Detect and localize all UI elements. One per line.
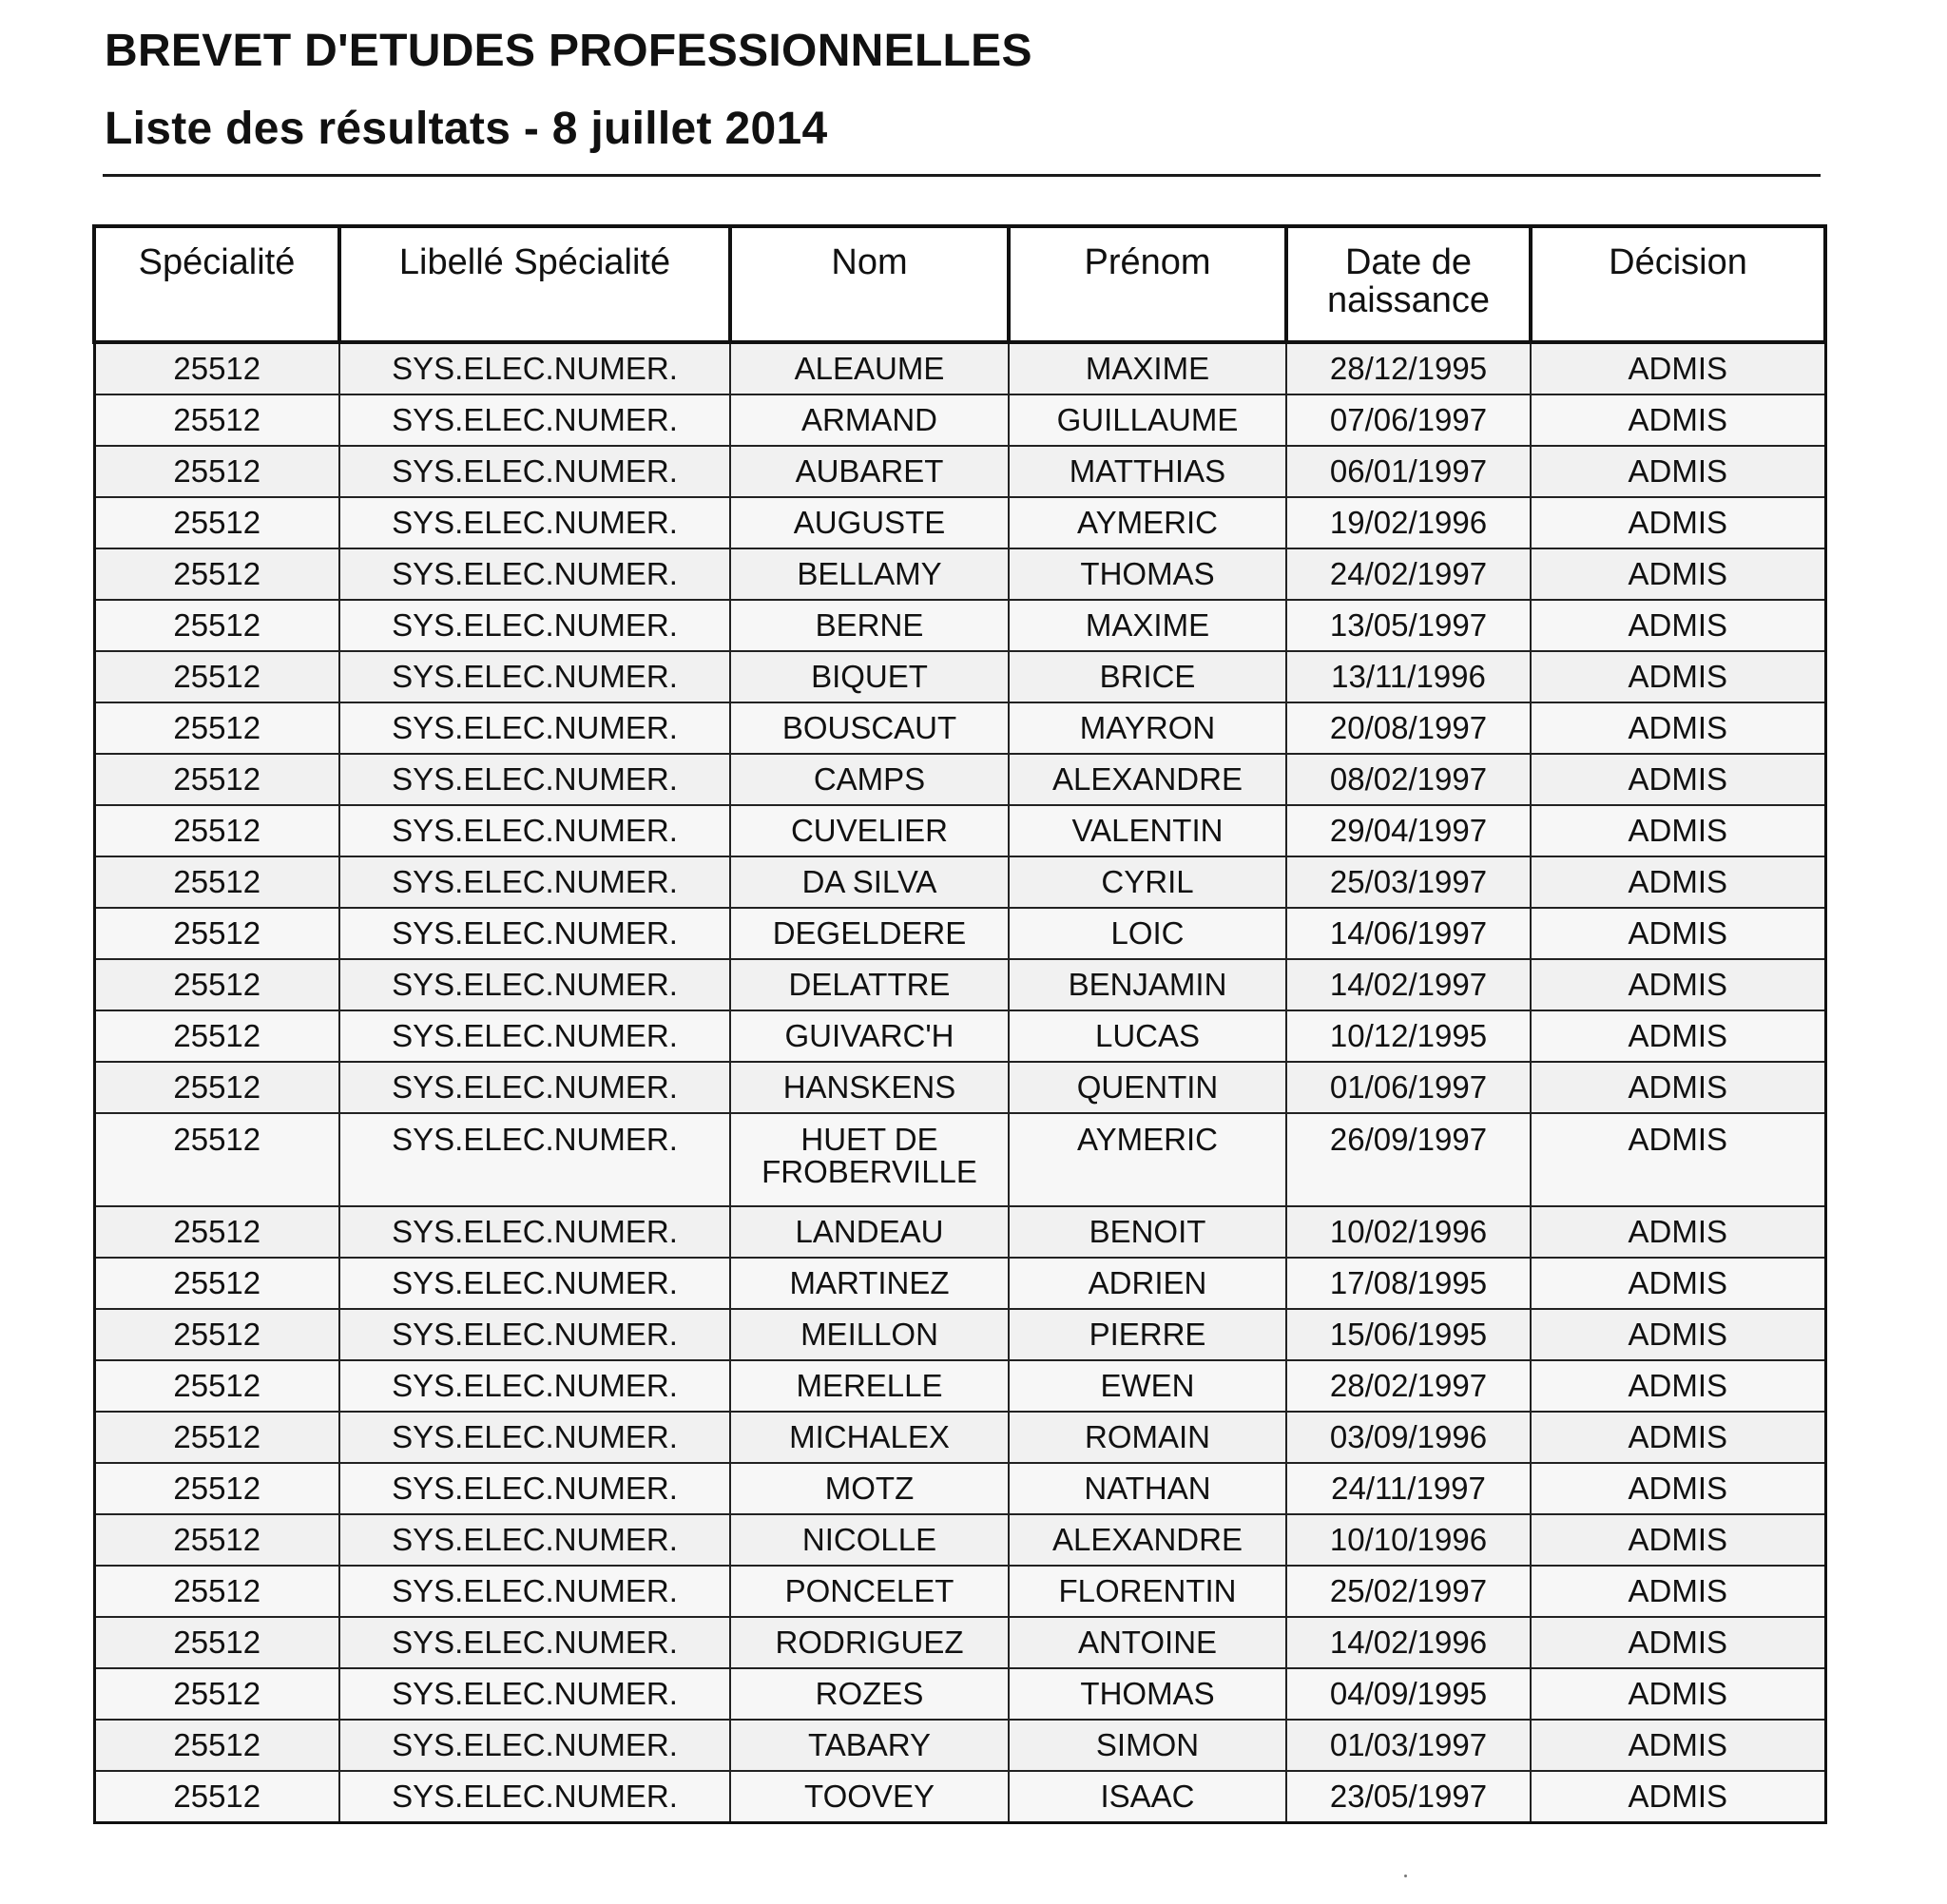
cell-date-de-naissance: 08/02/1997 [1286, 754, 1531, 805]
cell-nom: PONCELET [730, 1566, 1009, 1617]
cell-prenom: MAYRON [1009, 702, 1286, 754]
cell-specialite: 25512 [94, 1514, 339, 1566]
cell-prenom: ALEXANDRE [1009, 1514, 1286, 1566]
cell-libelle-specialite: SYS.ELEC.NUMER. [339, 702, 730, 754]
cell-prenom: VALENTIN [1009, 805, 1286, 856]
cell-prenom: AYMERIC [1009, 497, 1286, 548]
cell-date-de-naissance: 14/06/1997 [1286, 908, 1531, 959]
cell-date-de-naissance: 06/01/1997 [1286, 446, 1531, 497]
cell-date-de-naissance: 13/05/1997 [1286, 600, 1531, 651]
cell-specialite: 25512 [94, 1463, 339, 1514]
cell-decision: ADMIS [1531, 651, 1825, 702]
cell-decision: ADMIS [1531, 1566, 1825, 1617]
cell-decision: ADMIS [1531, 754, 1825, 805]
cell-date-de-naissance: 17/08/1995 [1286, 1258, 1531, 1309]
cell-nom: BOUSCAUT [730, 702, 1009, 754]
cell-specialite: 25512 [94, 805, 339, 856]
cell-decision: ADMIS [1531, 1668, 1825, 1720]
cell-nom: GUIVARC'H [730, 1010, 1009, 1062]
cell-libelle-specialite: SYS.ELEC.NUMER. [339, 1668, 730, 1720]
cell-prenom: ROMAIN [1009, 1412, 1286, 1463]
cell-nom: MERELLE [730, 1360, 1009, 1412]
cell-specialite: 25512 [94, 497, 339, 548]
cell-specialite: 25512 [94, 1720, 339, 1771]
cell-libelle-specialite: SYS.ELEC.NUMER. [339, 1206, 730, 1258]
column-header-specialite: Spécialité [94, 226, 339, 342]
cell-prenom: THOMAS [1009, 548, 1286, 600]
table-row [94, 394, 1825, 446]
cell-specialite: 25512 [94, 1668, 339, 1720]
cell-nom: TOOVEY [730, 1771, 1009, 1823]
cell-specialite: 25512 [94, 651, 339, 702]
table-row [94, 1309, 1825, 1360]
cell-prenom: ISAAC [1009, 1771, 1286, 1823]
cell-nom: HANSKENS [730, 1062, 1009, 1113]
cell-specialite: 25512 [94, 1566, 339, 1617]
cell-prenom: CYRIL [1009, 856, 1286, 908]
column-header-date-de-naissance: Date de naissance [1286, 226, 1531, 342]
table-row [94, 1668, 1825, 1720]
results-table-body [94, 342, 1825, 1823]
document-title: BREVET D'ETUDES PROFESSIONNELLES [105, 26, 1032, 76]
cell-decision: ADMIS [1531, 1360, 1825, 1412]
cell-date-de-naissance: 10/02/1996 [1286, 1206, 1531, 1258]
cell-libelle-specialite: SYS.ELEC.NUMER. [339, 1463, 730, 1514]
cell-prenom: GUILLAUME [1009, 394, 1286, 446]
cell-date-de-naissance: 01/03/1997 [1286, 1720, 1531, 1771]
cell-nom: MEILLON [730, 1309, 1009, 1360]
cell-prenom: LOIC [1009, 908, 1286, 959]
cell-libelle-specialite: SYS.ELEC.NUMER. [339, 1514, 730, 1566]
cell-prenom: ALEXANDRE [1009, 754, 1286, 805]
cell-nom: TABARY [730, 1720, 1009, 1771]
cell-libelle-specialite: SYS.ELEC.NUMER. [339, 1062, 730, 1113]
column-header-libelle-specialite: Libellé Spécialité [339, 226, 730, 342]
cell-date-de-naissance: 10/10/1996 [1286, 1514, 1531, 1566]
cell-date-de-naissance: 28/02/1997 [1286, 1360, 1531, 1412]
cell-date-de-naissance: 01/06/1997 [1286, 1062, 1531, 1113]
table-row [94, 702, 1825, 754]
cell-decision: ADMIS [1531, 446, 1825, 497]
cell-libelle-specialite: SYS.ELEC.NUMER. [339, 1309, 730, 1360]
cell-nom: BIQUET [730, 651, 1009, 702]
cell-prenom: SIMON [1009, 1720, 1286, 1771]
cell-prenom: BENJAMIN [1009, 959, 1286, 1010]
cell-libelle-specialite: SYS.ELEC.NUMER. [339, 959, 730, 1010]
cell-libelle-specialite: SYS.ELEC.NUMER. [339, 600, 730, 651]
table-row [94, 1360, 1825, 1412]
cell-decision: ADMIS [1531, 805, 1825, 856]
cell-nom: CAMPS [730, 754, 1009, 805]
cell-libelle-specialite: SYS.ELEC.NUMER. [339, 856, 730, 908]
cell-decision: ADMIS [1531, 497, 1825, 548]
cell-nom: ROZES [730, 1668, 1009, 1720]
table-row [94, 1206, 1825, 1258]
column-header-decision: Décision [1531, 226, 1825, 342]
cell-libelle-specialite: SYS.ELEC.NUMER. [339, 548, 730, 600]
cell-decision: ADMIS [1531, 1062, 1825, 1113]
cell-nom: ARMAND [730, 394, 1009, 446]
cell-prenom: QUENTIN [1009, 1062, 1286, 1113]
table-row [94, 548, 1825, 600]
cell-prenom: NATHAN [1009, 1463, 1286, 1514]
table-row [94, 1771, 1825, 1823]
cell-libelle-specialite: SYS.ELEC.NUMER. [339, 1258, 730, 1309]
cell-decision: ADMIS [1531, 702, 1825, 754]
cell-specialite: 25512 [94, 1617, 339, 1668]
table-row [94, 1463, 1825, 1514]
cell-libelle-specialite: SYS.ELEC.NUMER. [339, 1566, 730, 1617]
cell-libelle-specialite: SYS.ELEC.NUMER. [339, 394, 730, 446]
cell-specialite: 25512 [94, 548, 339, 600]
cell-libelle-specialite: SYS.ELEC.NUMER. [339, 908, 730, 959]
cell-date-de-naissance: 15/06/1995 [1286, 1309, 1531, 1360]
cell-libelle-specialite: SYS.ELEC.NUMER. [339, 1113, 730, 1206]
column-header-nom: Nom [730, 226, 1009, 342]
cell-prenom: PIERRE [1009, 1309, 1286, 1360]
cell-libelle-specialite: SYS.ELEC.NUMER. [339, 1771, 730, 1823]
cell-specialite: 25512 [94, 1113, 339, 1206]
table-row [94, 1062, 1825, 1113]
cell-libelle-specialite: SYS.ELEC.NUMER. [339, 651, 730, 702]
cell-prenom: ANTOINE [1009, 1617, 1286, 1668]
cell-date-de-naissance: 04/09/1995 [1286, 1668, 1531, 1720]
document-subtitle: Liste des résultats - 8 juillet 2014 [105, 104, 828, 154]
cell-specialite: 25512 [94, 1258, 339, 1309]
cell-decision: ADMIS [1531, 1771, 1825, 1823]
cell-libelle-specialite: SYS.ELEC.NUMER. [339, 805, 730, 856]
cell-specialite: 25512 [94, 702, 339, 754]
cell-date-de-naissance: 14/02/1997 [1286, 959, 1531, 1010]
cell-prenom: FLORENTIN [1009, 1566, 1286, 1617]
cell-specialite: 25512 [94, 1309, 339, 1360]
cell-date-de-naissance: 20/08/1997 [1286, 702, 1531, 754]
cell-date-de-naissance: 10/12/1995 [1286, 1010, 1531, 1062]
cell-nom: AUGUSTE [730, 497, 1009, 548]
cell-decision: ADMIS [1531, 1463, 1825, 1514]
cell-specialite: 25512 [94, 754, 339, 805]
cell-decision: ADMIS [1531, 1514, 1825, 1566]
cell-decision: ADMIS [1531, 394, 1825, 446]
cell-nom: HUET DE FROBERVILLE [730, 1113, 1009, 1206]
title-divider [103, 174, 1821, 177]
cell-nom: MOTZ [730, 1463, 1009, 1514]
cell-specialite: 25512 [94, 394, 339, 446]
table-row [94, 908, 1825, 959]
cell-decision: ADMIS [1531, 1113, 1825, 1206]
table-row [94, 1113, 1825, 1206]
cell-prenom: ADRIEN [1009, 1258, 1286, 1309]
table-row [94, 446, 1825, 497]
cell-libelle-specialite: SYS.ELEC.NUMER. [339, 446, 730, 497]
cell-specialite: 25512 [94, 959, 339, 1010]
cell-prenom: BRICE [1009, 651, 1286, 702]
cell-nom: ALEAUME [730, 342, 1009, 394]
cell-nom: DEGELDERE [730, 908, 1009, 959]
cell-specialite: 25512 [94, 908, 339, 959]
results-table [92, 224, 1827, 1824]
cell-decision: ADMIS [1531, 1617, 1825, 1668]
cell-prenom: MAXIME [1009, 342, 1286, 394]
cell-date-de-naissance: 03/09/1996 [1286, 1412, 1531, 1463]
cell-decision: ADMIS [1531, 1309, 1825, 1360]
cell-libelle-specialite: SYS.ELEC.NUMER. [339, 497, 730, 548]
cell-nom: RODRIGUEZ [730, 1617, 1009, 1668]
cell-specialite: 25512 [94, 446, 339, 497]
cell-date-de-naissance: 25/03/1997 [1286, 856, 1531, 908]
cell-specialite: 25512 [94, 1062, 339, 1113]
table-row [94, 497, 1825, 548]
table-row [94, 754, 1825, 805]
table-row [94, 651, 1825, 702]
table-row [94, 959, 1825, 1010]
cell-decision: ADMIS [1531, 1010, 1825, 1062]
cell-nom: MARTINEZ [730, 1258, 1009, 1309]
cell-date-de-naissance: 23/05/1997 [1286, 1771, 1531, 1823]
table-row [94, 1412, 1825, 1463]
cell-date-de-naissance: 25/02/1997 [1286, 1566, 1531, 1617]
cell-decision: ADMIS [1531, 1412, 1825, 1463]
cell-date-de-naissance: 07/06/1997 [1286, 394, 1531, 446]
cell-libelle-specialite: SYS.ELEC.NUMER. [339, 1412, 730, 1463]
table-row [94, 1617, 1825, 1668]
cell-decision: ADMIS [1531, 1720, 1825, 1771]
cell-libelle-specialite: SYS.ELEC.NUMER. [339, 1360, 730, 1412]
cell-decision: ADMIS [1531, 342, 1825, 394]
cell-date-de-naissance: 19/02/1996 [1286, 497, 1531, 548]
cell-decision: ADMIS [1531, 856, 1825, 908]
cell-nom: MICHALEX [730, 1412, 1009, 1463]
cell-nom: CUVELIER [730, 805, 1009, 856]
cell-specialite: 25512 [94, 1010, 339, 1062]
cell-date-de-naissance: 26/09/1997 [1286, 1113, 1531, 1206]
cell-date-de-naissance: 13/11/1996 [1286, 651, 1531, 702]
cell-date-de-naissance: 24/11/1997 [1286, 1463, 1531, 1514]
cell-decision: ADMIS [1531, 959, 1825, 1010]
cell-specialite: 25512 [94, 1771, 339, 1823]
cell-libelle-specialite: SYS.ELEC.NUMER. [339, 1010, 730, 1062]
cell-libelle-specialite: SYS.ELEC.NUMER. [339, 1617, 730, 1668]
cell-prenom: BENOIT [1009, 1206, 1286, 1258]
cell-libelle-specialite: SYS.ELEC.NUMER. [339, 1720, 730, 1771]
table-row [94, 1010, 1825, 1062]
table-row [94, 1566, 1825, 1617]
cell-specialite: 25512 [94, 1206, 339, 1258]
cell-prenom: MATTHIAS [1009, 446, 1286, 497]
cell-specialite: 25512 [94, 342, 339, 394]
table-row [94, 856, 1825, 908]
cell-nom: BERNE [730, 600, 1009, 651]
cell-nom: NICOLLE [730, 1514, 1009, 1566]
cell-specialite: 25512 [94, 600, 339, 651]
cell-specialite: 25512 [94, 856, 339, 908]
cell-prenom: LUCAS [1009, 1010, 1286, 1062]
scan-speck [1404, 1875, 1407, 1877]
cell-date-de-naissance: 24/02/1997 [1286, 548, 1531, 600]
cell-specialite: 25512 [94, 1412, 339, 1463]
cell-specialite: 25512 [94, 1360, 339, 1412]
cell-prenom: MAXIME [1009, 600, 1286, 651]
cell-date-de-naissance: 28/12/1995 [1286, 342, 1531, 394]
table-row [94, 805, 1825, 856]
table-row [94, 1720, 1825, 1771]
cell-libelle-specialite: SYS.ELEC.NUMER. [339, 754, 730, 805]
cell-nom: LANDEAU [730, 1206, 1009, 1258]
cell-date-de-naissance: 14/02/1996 [1286, 1617, 1531, 1668]
table-row [94, 342, 1825, 394]
cell-nom: BELLAMY [730, 548, 1009, 600]
cell-prenom: AYMERIC [1009, 1113, 1286, 1206]
cell-nom: DA SILVA [730, 856, 1009, 908]
cell-nom: DELATTRE [730, 959, 1009, 1010]
column-header-prenom: Prénom [1009, 226, 1286, 342]
cell-decision: ADMIS [1531, 600, 1825, 651]
cell-prenom: EWEN [1009, 1360, 1286, 1412]
cell-decision: ADMIS [1531, 1258, 1825, 1309]
table-row [94, 1514, 1825, 1566]
table-row [94, 1258, 1825, 1309]
cell-decision: ADMIS [1531, 548, 1825, 600]
cell-nom: AUBARET [730, 446, 1009, 497]
cell-libelle-specialite: SYS.ELEC.NUMER. [339, 342, 730, 394]
table-header-row [94, 226, 1825, 342]
cell-date-de-naissance: 29/04/1997 [1286, 805, 1531, 856]
cell-decision: ADMIS [1531, 908, 1825, 959]
table-row [94, 600, 1825, 651]
cell-decision: ADMIS [1531, 1206, 1825, 1258]
cell-prenom: THOMAS [1009, 1668, 1286, 1720]
